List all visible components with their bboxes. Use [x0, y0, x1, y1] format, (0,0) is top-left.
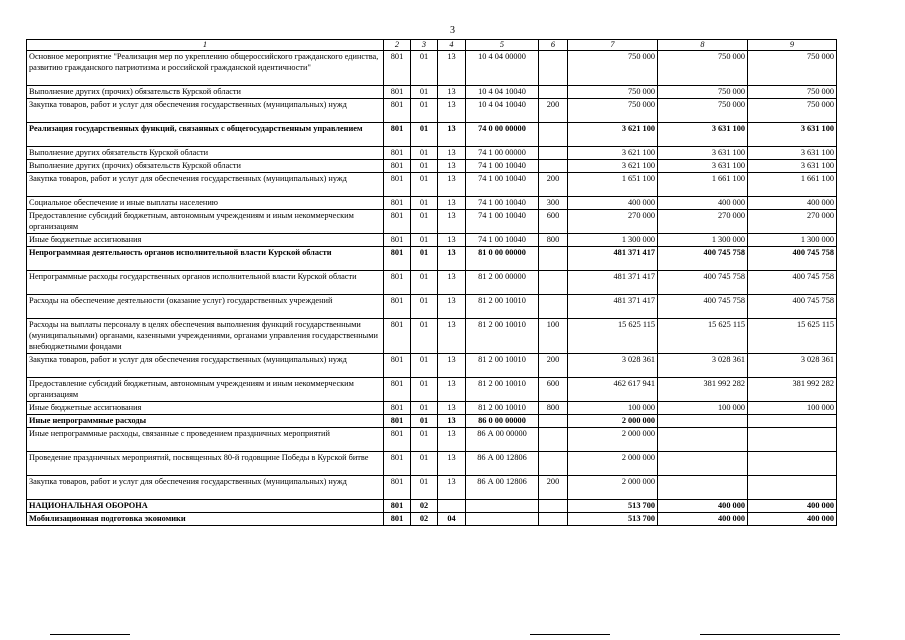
row-amount-2024-cell: 3 621 100 — [568, 160, 658, 173]
row-type-cell — [539, 247, 568, 271]
row-amount-2025-cell — [658, 415, 748, 428]
row-amount-2026-cell: 100 000 — [748, 402, 837, 415]
row-section-cell: 01 — [411, 378, 438, 402]
row-subsection-cell: 13 — [438, 147, 466, 160]
table-row — [27, 319, 837, 354]
row-subsection-cell: 13 — [438, 378, 466, 402]
row-amount-2026-cell — [748, 415, 837, 428]
row-name-cell: Иные бюджетные ассигнования — [27, 402, 384, 415]
row-subsection-cell: 13 — [438, 160, 466, 173]
row-amount-2025-cell: 100 000 — [658, 402, 748, 415]
col-header-3: 3 — [411, 40, 438, 51]
row-subsection-cell: 13 — [438, 234, 466, 247]
row-name-cell: Предоставление субсидий бюджетным, автономным учреждениям и иным некоммерческим организациям — [27, 210, 384, 234]
row-amount-2024-cell: 513 700 — [568, 513, 658, 526]
row-amount-2025-cell: 400 745 758 — [658, 247, 748, 271]
row-name-cell: Проведение праздничных мероприятий, посвященных 80-й годовщине Победы в Курской битве — [27, 452, 384, 476]
row-target-cell: 86 0 00 00000 — [466, 415, 539, 428]
row-target-cell: 74 1 00 00000 — [466, 147, 539, 160]
row-code-cell: 801 — [384, 378, 411, 402]
row-target-cell: 81 2 00 10010 — [466, 378, 539, 402]
row-amount-2026-cell: 400 000 — [748, 500, 837, 513]
row-code-cell: 801 — [384, 197, 411, 210]
row-type-cell — [539, 452, 568, 476]
row-code-cell: 801 — [384, 173, 411, 197]
row-subsection-cell: 13 — [438, 271, 466, 295]
table-header-row — [27, 40, 837, 51]
row-subsection-cell: 13 — [438, 354, 466, 378]
row-name-cell: Закупка товаров, работ и услуг для обеспечения государственных (муниципальных) нужд — [27, 476, 384, 500]
table-row — [27, 354, 837, 378]
row-name-cell: Закупка товаров, работ и услуг для обеспечения государственных (муниципальных) нужд — [27, 99, 384, 123]
row-name-cell: Иные бюджетные ассигнования — [27, 234, 384, 247]
row-subsection-cell: 04 — [438, 513, 466, 526]
row-amount-2024-cell: 513 700 — [568, 500, 658, 513]
row-target-cell: 81 2 00 00000 — [466, 271, 539, 295]
row-target-cell — [466, 500, 539, 513]
row-name-cell: НАЦИОНАЛЬНАЯ ОБОРОНА — [27, 500, 384, 513]
row-subsection-cell: 13 — [438, 428, 466, 452]
row-amount-2025-cell: 270 000 — [658, 210, 748, 234]
row-name-cell: Предоставление субсидий бюджетным, автономным учреждениям и иным некоммерческим организациям — [27, 378, 384, 402]
table-row — [27, 247, 837, 271]
row-code-cell: 801 — [384, 513, 411, 526]
row-name-cell: Выполнение других обязательств Курской области — [27, 147, 384, 160]
row-section-cell: 01 — [411, 452, 438, 476]
row-amount-2025-cell: 3 028 361 — [658, 354, 748, 378]
row-code-cell: 801 — [384, 160, 411, 173]
row-subsection-cell: 13 — [438, 51, 466, 86]
col-header-6: 6 — [539, 40, 568, 51]
row-amount-2026-cell: 1 300 000 — [748, 234, 837, 247]
row-type-cell — [539, 160, 568, 173]
row-code-cell: 801 — [384, 500, 411, 513]
row-amount-2025-cell: 400 000 — [658, 500, 748, 513]
row-amount-2025-cell: 400 745 758 — [658, 295, 748, 319]
row-amount-2026-cell: 3 631 100 — [748, 160, 837, 173]
row-amount-2025-cell: 3 631 100 — [658, 160, 748, 173]
row-name-cell: Основное мероприятие "Реализация мер по укреплению общероссийского гражданского единства, развитию гражданского патриотизма и российской гражданской идентичности" — [27, 51, 384, 86]
row-amount-2026-cell: 400 000 — [748, 513, 837, 526]
row-amount-2024-cell: 2 000 000 — [568, 415, 658, 428]
row-amount-2025-cell: 381 992 282 — [658, 378, 748, 402]
row-name-cell: Реализация государственных функций, связанных с общегосударственным управлением — [27, 123, 384, 147]
row-amount-2024-cell: 1 651 100 — [568, 173, 658, 197]
row-type-cell: 200 — [539, 354, 568, 378]
table-row — [27, 402, 837, 415]
row-target-cell: 74 0 00 00000 — [466, 123, 539, 147]
row-section-cell: 02 — [411, 500, 438, 513]
row-subsection-cell: 13 — [438, 99, 466, 123]
row-subsection-cell: 13 — [438, 415, 466, 428]
row-amount-2026-cell: 15 625 115 — [748, 319, 837, 354]
row-target-cell: 81 2 00 10010 — [466, 354, 539, 378]
row-code-cell: 801 — [384, 402, 411, 415]
row-subsection-cell — [438, 500, 466, 513]
table-row — [27, 295, 837, 319]
table-row — [27, 51, 837, 86]
table-row — [27, 160, 837, 173]
table-row — [27, 234, 837, 247]
row-amount-2026-cell: 381 992 282 — [748, 378, 837, 402]
row-target-cell: 10 4 04 10040 — [466, 99, 539, 123]
row-target-cell: 74 1 00 10040 — [466, 173, 539, 197]
row-amount-2026-cell: 400 745 758 — [748, 247, 837, 271]
row-amount-2025-cell: 750 000 — [658, 51, 748, 86]
row-section-cell: 01 — [411, 295, 438, 319]
row-subsection-cell: 13 — [438, 402, 466, 415]
row-name-cell: Иные непрограммные расходы, связанные с проведением праздничных мероприятий — [27, 428, 384, 452]
row-section-cell: 01 — [411, 147, 438, 160]
row-section-cell: 01 — [411, 210, 438, 234]
row-type-cell: 800 — [539, 234, 568, 247]
table-row — [27, 415, 837, 428]
budget-table — [26, 39, 837, 526]
row-target-cell: 74 1 00 10040 — [466, 160, 539, 173]
row-amount-2026-cell: 3 631 100 — [748, 123, 837, 147]
row-target-cell: 86 А 00 12806 — [466, 476, 539, 500]
col-header-7: 7 — [568, 40, 658, 51]
row-amount-2026-cell: 1 661 100 — [748, 173, 837, 197]
row-amount-2026-cell: 3 631 100 — [748, 147, 837, 160]
row-amount-2025-cell: 1 661 100 — [658, 173, 748, 197]
row-amount-2024-cell: 270 000 — [568, 210, 658, 234]
col-header-1: 1 — [27, 40, 384, 51]
table-row — [27, 197, 837, 210]
row-amount-2025-cell — [658, 428, 748, 452]
row-section-cell: 01 — [411, 51, 438, 86]
row-type-cell — [539, 271, 568, 295]
row-amount-2024-cell: 750 000 — [568, 86, 658, 99]
table-row — [27, 210, 837, 234]
row-amount-2024-cell: 481 371 417 — [568, 271, 658, 295]
row-type-cell: 200 — [539, 173, 568, 197]
row-amount-2025-cell: 750 000 — [658, 99, 748, 123]
table-row — [27, 123, 837, 147]
row-amount-2025-cell: 750 000 — [658, 86, 748, 99]
row-subsection-cell: 13 — [438, 247, 466, 271]
row-subsection-cell: 13 — [438, 123, 466, 147]
row-type-cell: 800 — [539, 402, 568, 415]
page-number: 3 — [450, 25, 455, 36]
row-name-cell: Расходы на обеспечение деятельности (оказание услуг) государственных учреждений — [27, 295, 384, 319]
row-code-cell: 801 — [384, 247, 411, 271]
row-type-cell: 200 — [539, 476, 568, 500]
row-amount-2026-cell — [748, 452, 837, 476]
row-amount-2024-cell: 3 621 100 — [568, 123, 658, 147]
col-header-9: 9 — [748, 40, 837, 51]
row-amount-2025-cell: 400 000 — [658, 513, 748, 526]
row-amount-2024-cell: 3 028 361 — [568, 354, 658, 378]
row-name-cell: Мобилизационная подготовка экономики — [27, 513, 384, 526]
row-amount-2024-cell: 2 000 000 — [568, 476, 658, 500]
row-name-cell: Выполнение других (прочих) обязательств Курской области — [27, 86, 384, 99]
row-section-cell: 01 — [411, 319, 438, 354]
row-code-cell: 801 — [384, 476, 411, 500]
row-subsection-cell: 13 — [438, 173, 466, 197]
row-amount-2025-cell: 400 000 — [658, 197, 748, 210]
row-target-cell: 86 А 00 00000 — [466, 428, 539, 452]
row-target-cell: 74 1 00 10040 — [466, 197, 539, 210]
row-amount-2024-cell: 1 300 000 — [568, 234, 658, 247]
footer-rule-middle — [530, 634, 610, 635]
row-amount-2026-cell: 400 745 758 — [748, 295, 837, 319]
row-target-cell: 10 4 04 10040 — [466, 86, 539, 99]
row-type-cell — [539, 513, 568, 526]
row-amount-2024-cell: 750 000 — [568, 99, 658, 123]
row-type-cell — [539, 500, 568, 513]
col-header-5: 5 — [466, 40, 539, 51]
row-amount-2025-cell: 15 625 115 — [658, 319, 748, 354]
row-target-cell: 74 1 00 10040 — [466, 210, 539, 234]
table-row — [27, 452, 837, 476]
row-amount-2024-cell: 750 000 — [568, 51, 658, 86]
table-row — [27, 173, 837, 197]
row-amount-2024-cell: 2 000 000 — [568, 428, 658, 452]
row-subsection-cell: 13 — [438, 295, 466, 319]
table-row — [27, 378, 837, 402]
row-section-cell: 01 — [411, 123, 438, 147]
row-section-cell: 01 — [411, 99, 438, 123]
row-code-cell: 801 — [384, 99, 411, 123]
row-code-cell: 801 — [384, 319, 411, 354]
row-amount-2024-cell: 481 371 417 — [568, 295, 658, 319]
row-target-cell: 81 2 00 10010 — [466, 319, 539, 354]
row-amount-2026-cell: 750 000 — [748, 99, 837, 123]
table-row — [27, 99, 837, 123]
row-amount-2026-cell: 400 000 — [748, 197, 837, 210]
row-section-cell: 01 — [411, 234, 438, 247]
row-subsection-cell: 13 — [438, 476, 466, 500]
table-row — [27, 476, 837, 500]
table-row — [27, 86, 837, 99]
row-amount-2025-cell: 400 745 758 — [658, 271, 748, 295]
row-amount-2024-cell: 481 371 417 — [568, 247, 658, 271]
row-amount-2024-cell: 2 000 000 — [568, 452, 658, 476]
row-type-cell: 600 — [539, 378, 568, 402]
row-code-cell: 801 — [384, 86, 411, 99]
row-section-cell: 01 — [411, 476, 438, 500]
col-header-2: 2 — [384, 40, 411, 51]
row-code-cell: 801 — [384, 271, 411, 295]
row-amount-2025-cell — [658, 452, 748, 476]
table-row — [27, 147, 837, 160]
footer-rule-right — [700, 634, 840, 635]
row-code-cell: 801 — [384, 354, 411, 378]
row-section-cell: 01 — [411, 402, 438, 415]
row-type-cell — [539, 147, 568, 160]
row-type-cell: 100 — [539, 319, 568, 354]
row-target-cell — [466, 513, 539, 526]
row-amount-2026-cell — [748, 428, 837, 452]
row-code-cell: 801 — [384, 234, 411, 247]
row-section-cell: 01 — [411, 247, 438, 271]
row-amount-2026-cell: 3 028 361 — [748, 354, 837, 378]
row-type-cell: 600 — [539, 210, 568, 234]
table-row — [27, 500, 837, 513]
row-type-cell: 200 — [539, 99, 568, 123]
row-section-cell: 01 — [411, 415, 438, 428]
row-amount-2024-cell: 3 621 100 — [568, 147, 658, 160]
row-type-cell — [539, 428, 568, 452]
row-amount-2025-cell: 3 631 100 — [658, 123, 748, 147]
col-header-4: 4 — [438, 40, 466, 51]
row-amount-2025-cell: 1 300 000 — [658, 234, 748, 247]
row-target-cell: 10 4 04 00000 — [466, 51, 539, 86]
row-name-cell: Выполнение других (прочих) обязательств Курской области — [27, 160, 384, 173]
row-target-cell: 81 2 00 10010 — [466, 402, 539, 415]
row-name-cell: Социальное обеспечение и иные выплаты населению — [27, 197, 384, 210]
row-subsection-cell: 13 — [438, 452, 466, 476]
table-row — [27, 428, 837, 452]
row-target-cell: 81 0 00 00000 — [466, 247, 539, 271]
row-name-cell: Непрограммная деятельность органов исполнительной власти Курской области — [27, 247, 384, 271]
row-section-cell: 01 — [411, 86, 438, 99]
row-target-cell: 74 1 00 10040 — [466, 234, 539, 247]
row-amount-2025-cell — [658, 476, 748, 500]
row-amount-2026-cell: 400 745 758 — [748, 271, 837, 295]
row-amount-2026-cell: 750 000 — [748, 51, 837, 86]
row-code-cell: 801 — [384, 51, 411, 86]
row-type-cell — [539, 51, 568, 86]
row-subsection-cell: 13 — [438, 210, 466, 234]
row-code-cell: 801 — [384, 428, 411, 452]
row-target-cell: 86 А 00 12806 — [466, 452, 539, 476]
row-name-cell: Непрограммные расходы государственных органов исполнительной власти Курской области — [27, 271, 384, 295]
row-amount-2025-cell: 3 631 100 — [658, 147, 748, 160]
row-subsection-cell: 13 — [438, 319, 466, 354]
row-type-cell: 300 — [539, 197, 568, 210]
row-amount-2024-cell: 15 625 115 — [568, 319, 658, 354]
row-section-cell: 01 — [411, 160, 438, 173]
row-type-cell — [539, 86, 568, 99]
row-amount-2026-cell — [748, 476, 837, 500]
row-section-cell: 01 — [411, 271, 438, 295]
row-code-cell: 801 — [384, 123, 411, 147]
col-header-8: 8 — [658, 40, 748, 51]
row-name-cell: Иные непрограммные расходы — [27, 415, 384, 428]
row-code-cell: 801 — [384, 210, 411, 234]
row-code-cell: 801 — [384, 415, 411, 428]
footer-rule-left — [50, 634, 130, 635]
row-type-cell — [539, 295, 568, 319]
row-name-cell: Закупка товаров, работ и услуг для обеспечения государственных (муниципальных) нужд — [27, 173, 384, 197]
row-amount-2026-cell: 750 000 — [748, 86, 837, 99]
row-type-cell — [539, 123, 568, 147]
row-target-cell: 81 2 00 10010 — [466, 295, 539, 319]
row-amount-2024-cell: 100 000 — [568, 402, 658, 415]
row-subsection-cell: 13 — [438, 197, 466, 210]
row-type-cell — [539, 415, 568, 428]
row-name-cell: Закупка товаров, работ и услуг для обеспечения государственных (муниципальных) нужд — [27, 354, 384, 378]
row-subsection-cell: 13 — [438, 86, 466, 99]
row-section-cell: 01 — [411, 428, 438, 452]
row-amount-2026-cell: 270 000 — [748, 210, 837, 234]
row-section-cell: 02 — [411, 513, 438, 526]
table-row — [27, 513, 837, 526]
row-section-cell: 01 — [411, 197, 438, 210]
row-amount-2024-cell: 462 617 941 — [568, 378, 658, 402]
table-row — [27, 271, 837, 295]
row-amount-2024-cell: 400 000 — [568, 197, 658, 210]
row-code-cell: 801 — [384, 295, 411, 319]
row-code-cell: 801 — [384, 452, 411, 476]
row-section-cell: 01 — [411, 354, 438, 378]
row-section-cell: 01 — [411, 173, 438, 197]
row-code-cell: 801 — [384, 147, 411, 160]
row-name-cell: Расходы на выплаты персоналу в целях обеспечения выполнения функций государственными (муниципальными) органами, казенными учреждениями, органами управления государственными внебюджетными фондами — [27, 319, 384, 354]
